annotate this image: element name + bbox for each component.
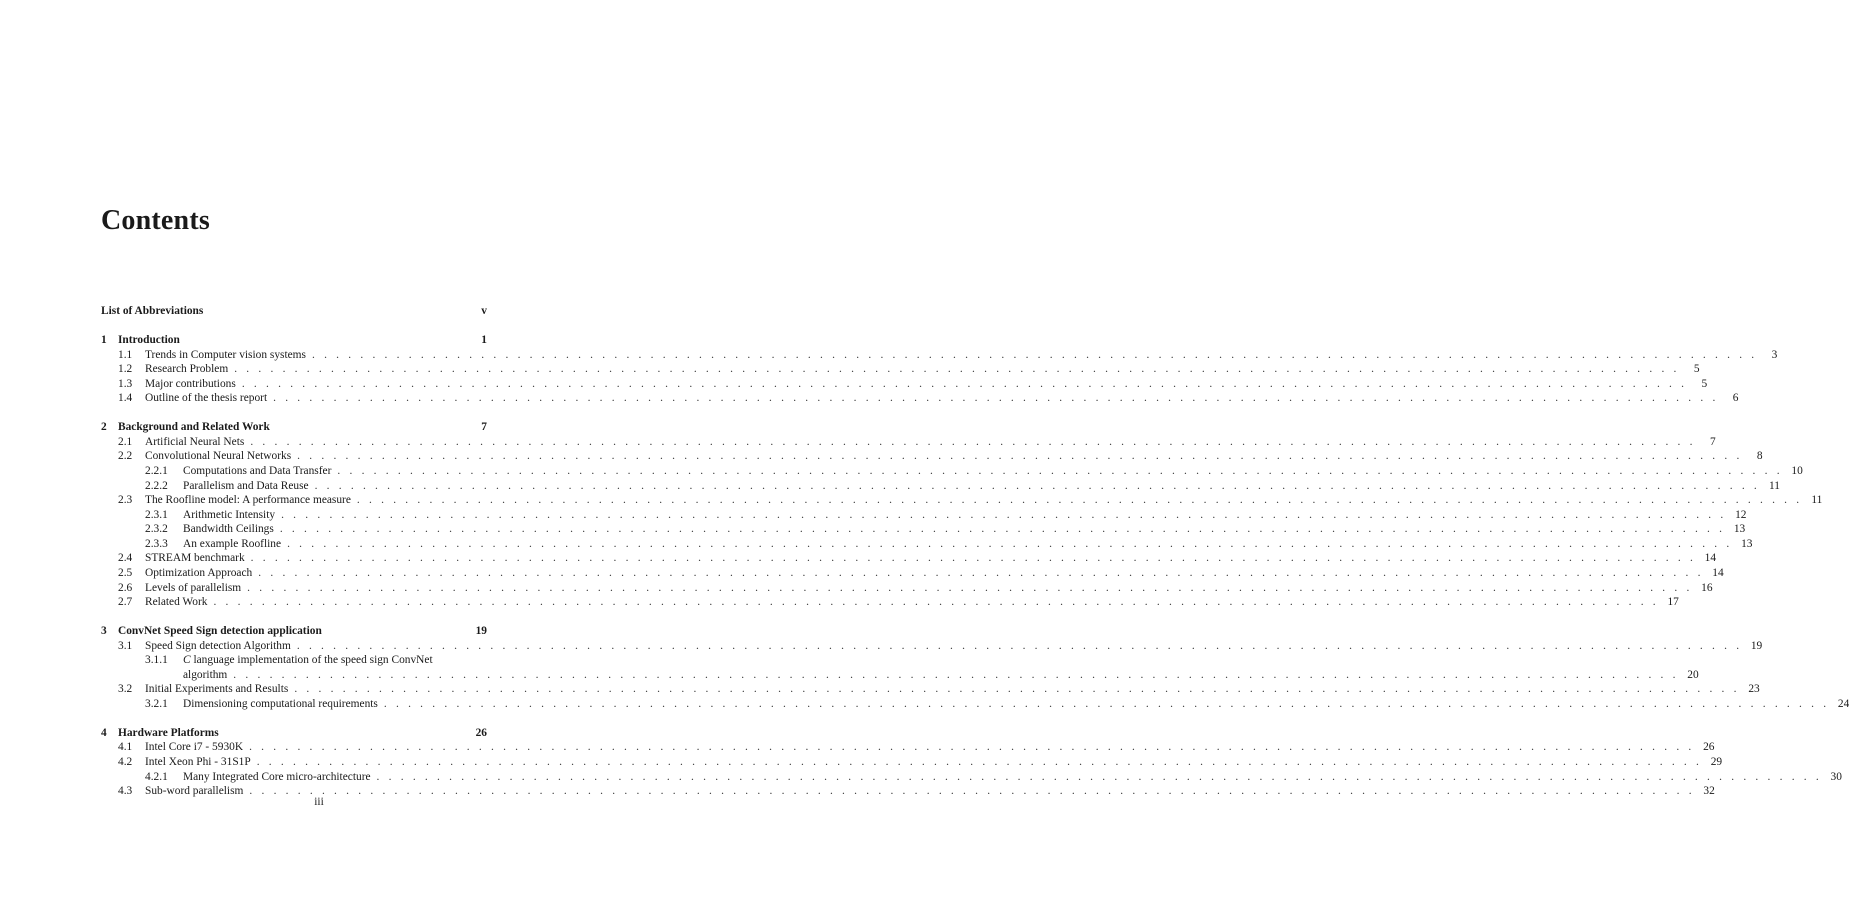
toc-page: 19 — [1750, 639, 1763, 652]
toc-page: 20 — [1687, 668, 1699, 681]
toc-number: 2.3.1 — [145, 508, 168, 521]
toc-chapter[interactable] — [101, 333, 487, 348]
toc-title: An example Roofline — [183, 537, 282, 550]
toc-leader-dots: . . . . . . . . . . . . . . . . . . . . . . . . . . . . . . . . . . . . . . . . . . . . . . . . . . . . . . . . . . . . . . . . . . . . . . . . . . . . . . . . . . . . . . . . . . . . . . . . . . . . . . . . . . . . . . . . . . . . . . . . — [314, 479, 1760, 492]
toc-number: 3.1 — [118, 639, 133, 652]
toc-chapter[interactable] — [101, 726, 487, 741]
toc-number: 1 — [101, 333, 107, 346]
table-of-contents — [101, 290, 1849, 799]
toc-number: 1.4 — [118, 392, 133, 405]
toc-leader-dots: . . . . . . . . . . . . . . . . . . . . . . . . . . . . . . . . . . . . . . . . . . . . . . . . . . . . . . . . . . . . . . . . . . . . . . . . . . . . . . . . . . . . . . . . . . . . . . . . . . . . . . . . . . . . . . . . . . . . . . . . — [250, 435, 1696, 448]
toc-title: Convolutional Neural Networks — [145, 450, 292, 463]
toc-leader-dots: . . . . . . . . . . . . . . . . . . . . . . . . . . . . . . . . . . . . . . . . . . . . . . . . . . . . . . . . . . . . . . . . . . . . . . . . . . . . . . . . . . . . . . . . . . . . . . . . . . . . . . . . . . . . . . . . . . . . . . . . — [279, 523, 1726, 536]
toc-page: 7 — [1710, 435, 1716, 448]
toc-leader-dots: . . . . . . . . . . . . . . . . . . . . . . . . . . . . . . . . . . . . . . . . . . . . . . . . . . . . . . . . . . . . . . . . . . . . . . . . . . . . . . . . . . . . . . . . . . . . . . . . . . . . . . . . . . . . . . . . . . . . . . . . — [383, 698, 1830, 710]
toc-title: Artificial Neural Nets — [145, 435, 245, 448]
toc-subsection[interactable] — [101, 770, 1842, 785]
toc-subsection-continuation[interactable] — [101, 668, 1699, 683]
toc-title: Computations and Data Transfer — [183, 464, 332, 477]
toc-page: 16 — [1701, 581, 1713, 594]
toc-page: 7 — [481, 421, 487, 434]
toc-number: 2.4 — [118, 552, 133, 565]
toc-number: 2.1 — [118, 435, 133, 448]
toc-number: 1.1 — [118, 348, 133, 361]
toc-title: STREAM benchmark — [145, 552, 245, 565]
toc-title: Levels of parallelism — [145, 581, 242, 594]
toc-section[interactable] — [101, 435, 1716, 450]
toc-title: Introduction — [118, 333, 180, 346]
toc-page: 5 — [1701, 377, 1708, 390]
toc-subsection[interactable] — [101, 522, 1746, 537]
toc-title: Arithmetic Intensity — [183, 508, 276, 521]
toc-title: Parallelism and Data Reuse — [183, 479, 309, 492]
toc-leader-dots: . . . . . . . . . . . . . . . . . . . . . . . . . . . . . . . . . . . . . . . . . . . . . . . . . . . . . . . . . . . . . . . . . . . . . . . . . . . . . . . . . . . . . . . . . . . . . . . . . . . . . . . . . . . . . . . . . . . . . . . . — [258, 567, 1704, 580]
toc-number: 4.2.1 — [145, 770, 168, 783]
toc-number: 2.2.2 — [145, 479, 168, 492]
page-number: iii — [314, 796, 324, 808]
toc-section[interactable] — [101, 449, 1763, 464]
toc-number: 4.2 — [118, 755, 133, 768]
toc-page: 32 — [1703, 785, 1715, 798]
toc-title: Background and Related Work — [118, 421, 270, 434]
toc-title: Trends in Computer vision systems — [145, 348, 306, 361]
toc-leader-dots: . . . . . . . . . . . . . . . . . . . . . . . . . . . . . . . . . . . . . . . . . . . . . . . . . . . . . . . . . . . . . . . . . . . . . . . . . . . . . . . . . . . . . . . . . . . . . . . . . . . . . . . . . . . . . . . . . . . . . . . . — [233, 668, 1679, 681]
toc-page: 23 — [1748, 683, 1760, 696]
toc-title: Speed Sign detection Algorithm — [145, 639, 291, 652]
toc-number: 1.3 — [118, 377, 133, 390]
toc-leader-dots: . . . . . . . . . . . . . . . . . . . . . . . . . . . . . . . . . . . . . . . . . . . . . . . . . . . . . . . . . . . . . . . . . . . . . . . . . . . . . . . . . . . . . . . . . . . . . . . . . . . . . . . . . . . . . . . . . . . . . . . . — [337, 464, 1783, 477]
toc-subsection[interactable] — [101, 697, 1849, 712]
toc-leader-dots: . . . . . . . . . . . . . . . . . . . . . . . . . . . . . . . . . . . . . . . . . . . . . . . . . . . . . . . . . . . . . . . . . . . . . . . . . . . . . . . . . . . . . . . . . . . . . . . . . . . . . . . . . . . . . . . . . . . . . . . . — [287, 537, 1733, 550]
toc-number: 4.1 — [118, 741, 133, 754]
toc-page: 10 — [1791, 464, 1803, 477]
toc-section[interactable] — [101, 740, 1715, 755]
toc-leader-dots: . . . . . . . . . . . . . . . . . . . . . . . . . . . . . . . . . . . . . . . . . . . . . . . . . . . . . . . . . . . . . . . . . . . . . . . . . . . . . . . . . . . . . . . . . . . . . . . . . . . . . . . . . . . . . . . . . . . . . . . . — [249, 785, 1695, 798]
toc-page: 12 — [1735, 508, 1747, 521]
toc-page: 11 — [1769, 479, 1780, 492]
toc-title: Hardware Platforms — [118, 726, 219, 739]
toc-title: The Roofline model: A performance measure — [145, 494, 351, 507]
toc-number: 2.6 — [118, 581, 133, 594]
toc-leader-dots: . . . . . . . . . . . . . . . . . . . . . . . . . . . . . . . . . . . . . . . . . . . . . . . . . . . . . . . . . . . . . . . . . . . . . . . . . . . . . . . . . . . . . . . . . . . . . . . . . . . . . . . . . . . . . . . . . . . . . . . . — [247, 581, 1693, 594]
toc-title: Outline of the thesis report — [145, 392, 268, 405]
toc-number: 3.2 — [118, 683, 133, 696]
toc-title: Optimization Approach — [145, 567, 253, 580]
toc-subsection[interactable] — [101, 653, 487, 668]
toc-section[interactable] — [101, 682, 1760, 697]
toc-title: Intel Core i7 - 5930K — [145, 741, 244, 754]
toc-chapter[interactable] — [101, 624, 487, 639]
toc-leader-dots: . . . . . . . . . . . . . . . . . . . . . . . . . . . . . . . . . . . . . . . . . . . . . . . . . . . . . . . . . . . . . . . . . . . . . . . . . . . . . . . . . . . . . . . . . . . . . . . . . . . . . . . . . . . . . . . . . . . . . . . . — [297, 450, 1743, 463]
toc-section[interactable] — [101, 551, 1717, 566]
toc-page: v — [481, 305, 487, 318]
toc-title: Dimensioning computational requirements — [183, 698, 378, 710]
toc-number: 3 — [101, 625, 107, 638]
toc-leader-dots: . . . . . . . . . . . . . . . . . . . . . . . . . . . . . . . . . . . . . . . . . . . . . . . . . . . . . . . . . . . . . . . . . . . . . . . . . . . . . . . . . . . . . . . . . . . . . . . . . . . . . . . . . . . . . . . . . . . . . . . . — [249, 741, 1695, 754]
toc-page: 26 — [475, 726, 487, 739]
toc-title: ConvNet Speed Sign detection application — [118, 625, 322, 638]
toc-section[interactable] — [101, 377, 1708, 392]
toc-subsection[interactable] — [101, 464, 1803, 479]
toc-number: 1.2 — [118, 363, 133, 376]
page-title: Contents — [101, 205, 210, 236]
toc-number: 3.2.1 — [145, 698, 168, 710]
toc-page: 13 — [1741, 537, 1753, 550]
toc-subsection[interactable] — [101, 479, 1780, 494]
toc-number: 2.7 — [118, 596, 133, 609]
toc-leader-dots: . . . . . . . . . . . . . . . . . . . . . . . . . . . . . . . . . . . . . . . . . . . . . . . . . . . . . . . . . . . . . . . . . . . . . . . . . . . . . . . . . . . . . . . . . . . . . . . . . . . . . . . . . . . . . . . . . . . . . . . . — [250, 552, 1697, 565]
toc-title-emphasis: C — [183, 654, 191, 667]
toc-section[interactable] — [101, 755, 1723, 770]
toc-number: 2 — [101, 421, 107, 434]
toc-page: 1 — [481, 333, 487, 346]
toc-page: 14 — [1712, 567, 1724, 580]
toc-title: Many Integrated Core micro-architecture — [183, 770, 371, 783]
toc-title: Related Work — [145, 596, 208, 609]
toc-title: List of Abbreviations — [101, 305, 204, 318]
toc-subsection[interactable] — [101, 537, 1753, 552]
toc-page: 5 — [1693, 363, 1700, 376]
toc-leader-dots: . . . . . . . . . . . . . . . . . . . . . . . . . . . . . . . . . . . . . . . . . . . . . . . . . . . . . . . . . . . . . . . . . . . . . . . . . . . . . . . . . . . . . . . . . . . . . . . . . . . . . . . . . . . . . . . . . . . . . . . . — [296, 639, 1743, 652]
toc-number: 2.3.3 — [145, 537, 168, 550]
toc-section[interactable] — [101, 566, 1724, 581]
toc-leader-dots: . . . . . . . . . . . . . . . . . . . . . . . . . . . . . . . . . . . . . . . . . . . . . . . . . . . . . . . . . . . . . . . . . . . . . . . . . . . . . . . . . . . . . . . . . . . . . . . . . . . . . . . . . . . . . . . . . . . . . . . . — [256, 755, 1703, 768]
toc-page: 19 — [475, 625, 487, 638]
toc-page: 8 — [1756, 450, 1763, 463]
toc-page: 29 — [1710, 755, 1723, 768]
toc-page: 3 — [1771, 348, 1778, 361]
toc-leader-dots: . . . . . . . . . . . . . . . . . . . . . . . . . . . . . . . . . . . . . . . . . . . . . . . . . . . . . . . . . . . . . . . . . . . . . . . . . . . . . . . . . . . . . . . . . . . . . . . . . . . . . . . . . . . . . . . . . . . . . . . . — [311, 348, 1758, 361]
toc-number: 2.3.2 — [145, 523, 168, 536]
toc-title: Bandwidth Ceilings — [183, 523, 274, 536]
toc-number: 2.3 — [118, 494, 133, 507]
toc-title: Intel Xeon Phi - 31S1P — [145, 755, 251, 768]
toc-page: 26 — [1703, 741, 1715, 754]
toc-leader-dots: . . . . . . . . . . . . . . . . . . . . . . . . . . . . . . . . . . . . . . . . . . . . . . . . . . . . . . . . . . . . . . . . . . . . . . . . . . . . . . . . . . . . . . . . . . . . . . . . . . . . . . . . . . . . . . . . . . . . . . . . — [356, 494, 1803, 507]
toc-page: 17 — [1667, 596, 1679, 609]
toc-title: Sub-word parallelism — [145, 785, 244, 798]
toc-number: 2.2 — [118, 450, 133, 463]
toc-number: 2.5 — [118, 567, 133, 580]
toc-page: 13 — [1733, 523, 1746, 536]
toc-subsection[interactable] — [101, 508, 1747, 523]
toc-number: 4 — [101, 726, 107, 739]
toc-number: 2.2.1 — [145, 464, 168, 477]
toc-title-text: language implementation of the speed sign ConvNet — [190, 654, 433, 667]
toc-page: 6 — [1732, 392, 1739, 405]
toc-title: Initial Experiments and Results — [145, 683, 289, 696]
toc-leader-dots: . . . . . . . . . . . . . . . . . . . . . . . . . . . . . . . . . . . . . . . . . . . . . . . . . . . . . . . . . . . . . . . . . . . . . . . . . . . . . . . . . . . . . . . . . . . . . . . . . . . . . . . . . . . . . . . . . . . . . . . . — [294, 683, 1740, 696]
toc-leader-dots: . . . . . . . . . . . . . . . . . . . . . . . . . . . . . . . . . . . . . . . . . . . . . . . . . . . . . . . . . . . . . . . . . . . . . . . . . . . . . . . . . . . . . . . . . . . . . . . . . . . . . . . . . . . . . . . . . . . . . . . . — [281, 508, 1727, 521]
toc-page: 14 — [1704, 552, 1717, 565]
toc-number: 3.1.1 — [145, 654, 168, 667]
toc-page: 24 — [1837, 698, 1849, 710]
toc-title — [183, 653, 487, 668]
toc-leader-dots: . . . . . . . . . . . . . . . . . . . . . . . . . . . . . . . . . . . . . . . . . . . . . . . . . . . . . . . . . . . . . . . . . . . . . . . . . . . . . . . . . . . . . . . . . . . . . . . . . . . . . . . . . . . . . . . . . . . . . . . . — [273, 392, 1719, 405]
toc-section[interactable] — [101, 595, 1679, 610]
toc-section[interactable] — [101, 348, 1778, 363]
toc-title: Major contributions — [145, 377, 236, 390]
toc-page: 30 — [1830, 770, 1842, 783]
toc-section[interactable] — [101, 362, 1700, 377]
toc-title: Research Problem — [145, 363, 229, 376]
toc-leader-dots: . . . . . . . . . . . . . . . . . . . . . . . . . . . . . . . . . . . . . . . . . . . . . . . . . . . . . . . . . . . . . . . . . . . . . . . . . . . . . . . . . . . . . . . . . . . . . . . . . . . . . . . . . . . . . . . . . . . . . . . . — [234, 363, 1680, 376]
toc-section[interactable] — [101, 581, 1713, 596]
toc-number: 4.3 — [118, 785, 133, 798]
toc-title: algorithm — [183, 668, 228, 681]
toc-section[interactable] — [101, 391, 1739, 406]
toc-section[interactable] — [101, 639, 1763, 654]
toc-section[interactable] — [101, 493, 1823, 508]
toc-leader-dots: . . . . . . . . . . . . . . . . . . . . . . . . . . . . . . . . . . . . . . . . . . . . . . . . . . . . . . . . . . . . . . . . . . . . . . . . . . . . . . . . . . . . . . . . . . . . . . . . . . . . . . . . . . . . . . . . . . . . . . . . — [213, 596, 1659, 609]
toc-leader-dots: . . . . . . . . . . . . . . . . . . . . . . . . . . . . . . . . . . . . . . . . . . . . . . . . . . . . . . . . . . . . . . . . . . . . . . . . . . . . . . . . . . . . . . . . . . . . . . . . . . . . . . . . . . . . . . . . . . . . . . . . — [376, 770, 1822, 783]
toc-leader-dots: . . . . . . . . . . . . . . . . . . . . . . . . . . . . . . . . . . . . . . . . . . . . . . . . . . . . . . . . . . . . . . . . . . . . . . . . . . . . . . . . . . . . . . . . . . . . . . . . . . . . . . . . . . . . . . . . . . . . . . . . — [241, 377, 1688, 390]
toc-page: 11 — [1811, 494, 1823, 507]
toc-chapter[interactable] — [101, 420, 487, 435]
toc-chapter[interactable] — [101, 304, 487, 319]
